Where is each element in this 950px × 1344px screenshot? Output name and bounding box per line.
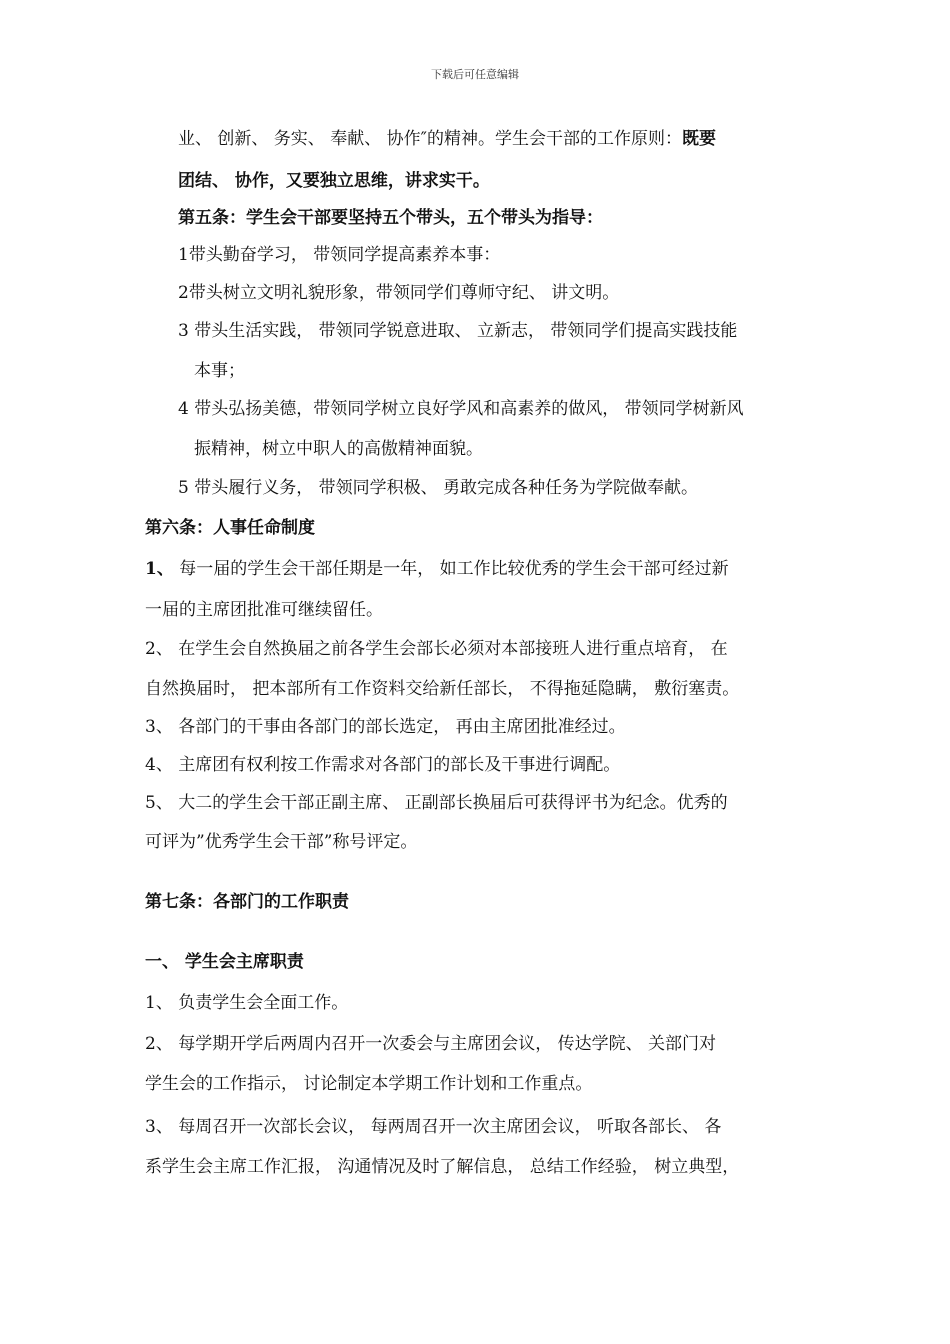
article-5-item-3-cont: 本事； [194, 361, 245, 381]
article-6-item-3: 3、 各部门的干事由各部门的部长选定， 再由主席团批准经过。 [145, 717, 626, 737]
section-1-title: 一、 学生会主席职责 [145, 952, 304, 972]
article-6-title: 第六条：人事任命制度 [145, 518, 315, 538]
article-7-title: 第七条：各部门的工作职责 [145, 892, 349, 912]
section-1-item-3-cont: 系学生会主席工作汇报， 沟通情况及时了解信息， 总结工作经验， 树立典型， [145, 1157, 740, 1177]
section-1-item-3: 3、 每周召开一次部长会议， 每两周召开一次主席团会议， 听取各部长、 各 [145, 1117, 722, 1137]
article-5-item-3: 3 带头生活实践， 带领同学锐意进取、 立新志， 带领同学们提高实践技能 [178, 321, 738, 341]
section-1-item-2: 2、 每学期开学后两周内召开一次委会与主席团会议， 传达学院、 关部门对 [145, 1034, 717, 1054]
article-6-item-5-cont: 可评为”优秀学生会干部”称号评定。 [145, 832, 418, 852]
article-5-item-4-cont: 振精神，树立中职人的高傲精神面貌。 [194, 439, 483, 459]
section-1-item-2-cont: 学生会的工作指示， 讨论制定本学期工作计划和工作重点。 [145, 1074, 593, 1094]
article-6-item-1 [145, 557, 729, 581]
article-6-item-5: 5、 大二的学生会干部正副主席、 正副部长换届后可获得评书为纪念。优秀的 [145, 793, 728, 813]
article-5-item-1: 1带头勤奋学习， 带领同学提高素养本事： [178, 245, 501, 265]
section-1-item-1: 1、 负责学生会全面工作。 [145, 993, 349, 1013]
item-number: 1、 [145, 559, 174, 579]
paragraph-text: 业、 创新、 务实、 奉献、 协作″的精神。学生会干部的工作原则： [178, 129, 682, 149]
article-6-item-1-cont: 一届的主席团批准可继续留任。 [145, 600, 383, 620]
article-5-item-2: 2带头树立文明礼貌形象，带领同学们尊师守纪、 讲文明。 [178, 283, 620, 303]
page-header: 下载后可任意编辑 [431, 68, 519, 81]
article-6-item-4: 4、 主席团有权利按工作需求对各部门的部长及干事进行调配。 [145, 755, 621, 775]
article-6-item-2-cont: 自然换届时， 把本部所有工作资料交给新任部长， 不得拖延隐瞒， 敷衍塞责。 [145, 679, 740, 699]
paragraph-line: 团结、 协作，又要独立思维，讲求实干。 [178, 171, 490, 191]
item-text: 每一届的学生会干部任期是一年， 如工作比较优秀的学生会干部可经过新 [173, 559, 729, 579]
paragraph-line [178, 127, 716, 151]
article-5-item-5: 5 带头履行义务， 带领同学积极、 勇敢完成各种任务为学院做奉献。 [178, 478, 699, 498]
article-5-item-4: 4 带头弘扬美德，带领同学树立良好学风和高素养的做风， 带领同学树新风 [178, 399, 744, 419]
paragraph-bold-text: 既要 [681, 129, 716, 149]
article-6-item-2: 2、 在学生会自然换届之前各学生会部长必须对本部接班人进行重点培育， 在 [145, 639, 728, 659]
article-5-title: 第五条：学生会干部要坚持五个带头，五个带头为指导： [178, 208, 603, 228]
